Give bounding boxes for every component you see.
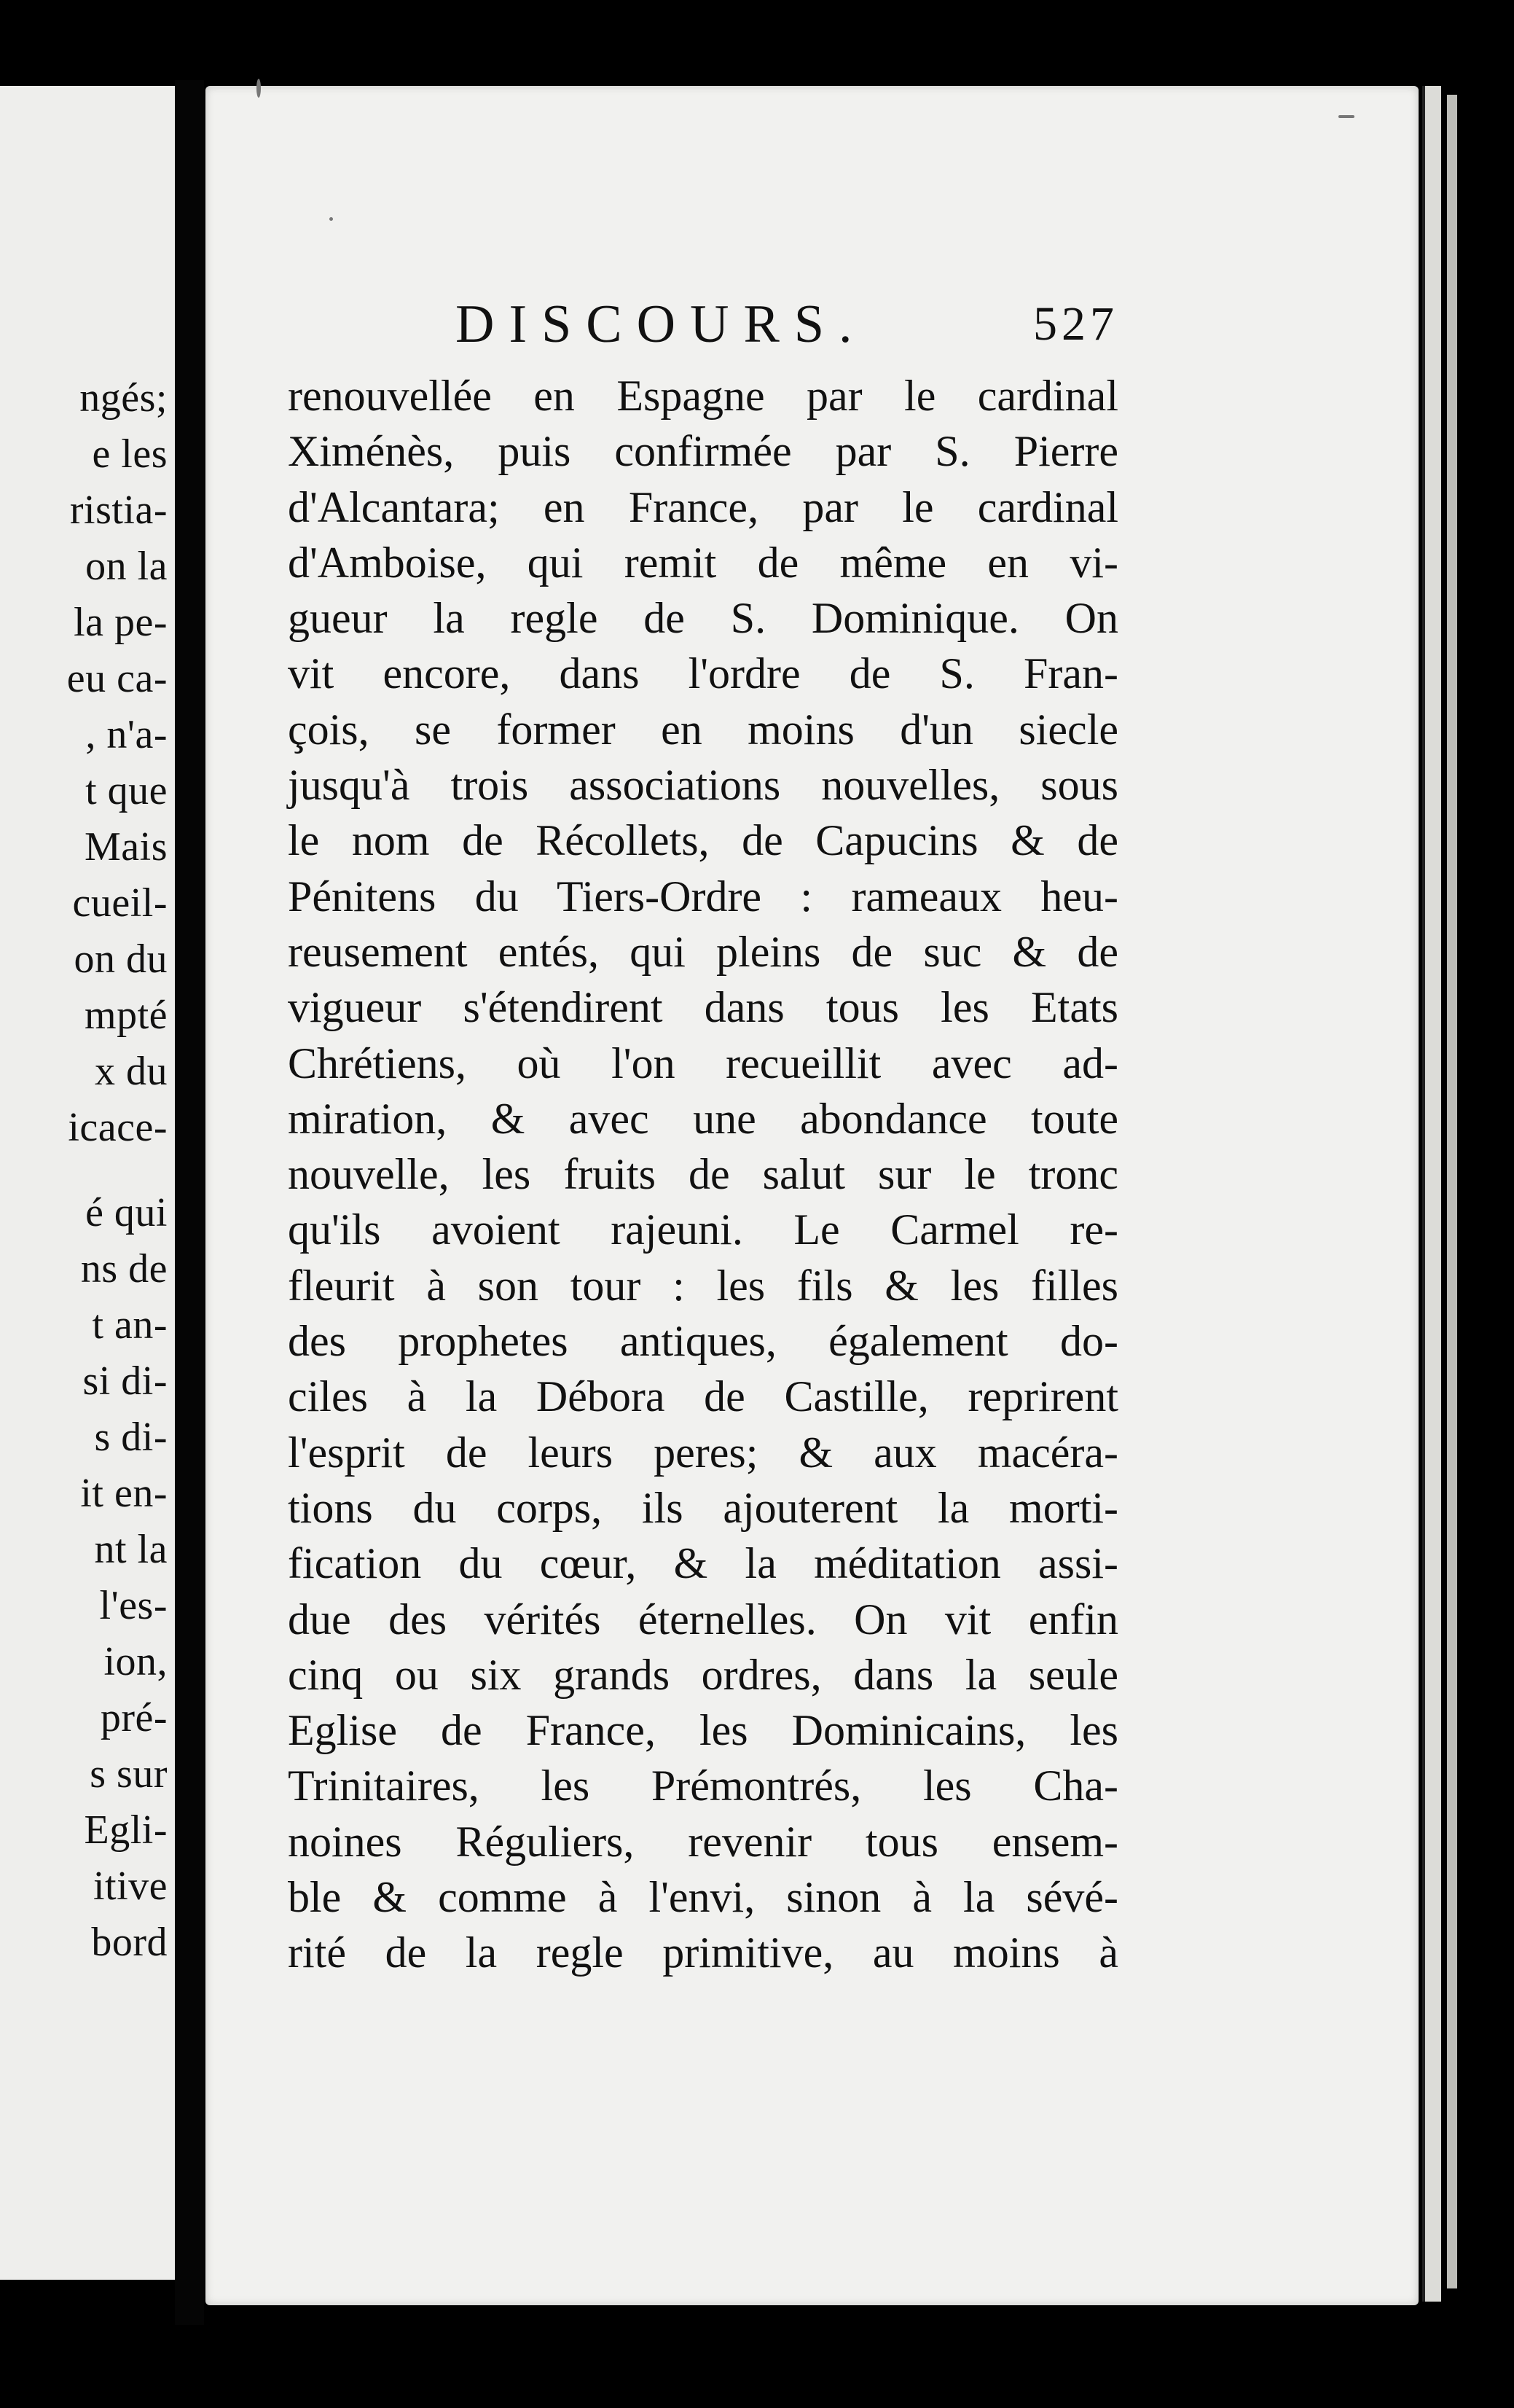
text-line: çois, se former en moins d'un siecle — [288, 705, 1118, 754]
text-line: jusqu'à trois associations nouvelles, sous — [288, 761, 1118, 810]
book-gutter — [175, 80, 204, 2325]
text-line: cinq ou six grands ordres, dans la seule — [288, 1650, 1118, 1699]
fragment-line: it en- — [80, 1471, 168, 1516]
fragment-line: e les — [92, 431, 168, 477]
text-line: noines Réguliers, revenir tous ensem- — [288, 1817, 1118, 1866]
text-line: ble & comme à l'envi, sinon à la sévé- — [288, 1873, 1118, 1922]
paper-speck — [1338, 115, 1354, 118]
page-edge — [1422, 86, 1441, 2302]
fragment-line — [0, 1156, 168, 1185]
fragment-line: eu ca- — [66, 656, 168, 701]
fragment-line: x du — [95, 1049, 168, 1094]
text-line: Pénitens du Tiers-Ordre : rameaux heu- — [288, 872, 1118, 920]
fragment-line: ristia- — [69, 488, 168, 533]
fragment-line: on du — [74, 937, 168, 982]
fragment-line: é qui — [85, 1190, 168, 1235]
fragment-line: nt la — [94, 1527, 168, 1572]
text-line: Trinitaires, les Prémontrés, les Cha- — [288, 1762, 1118, 1810]
text-line: gueur la regle de S. Dominique. On — [288, 594, 1118, 643]
fragment-line: pré- — [100, 1695, 168, 1740]
text-line: vigueur s'étendirent dans tous les Etats — [288, 983, 1118, 1032]
text-line: l'esprit de leurs peres; & aux macéra- — [288, 1428, 1118, 1477]
paper-speck — [256, 79, 261, 98]
page-edge — [1447, 95, 1457, 2288]
fragment-line: on la — [85, 544, 168, 589]
text-line: renouvellée en Espagne par le cardinal — [288, 372, 1118, 420]
page-number: 527 — [1033, 297, 1118, 351]
fragment-line: ns de — [80, 1246, 168, 1291]
fragment-line: mpté — [85, 993, 168, 1038]
text-line: vit encore, dans l'ordre de S. Fran- — [288, 649, 1118, 698]
running-title: DISCOURS. — [455, 294, 867, 354]
fragment-line: icace- — [68, 1105, 168, 1150]
fragment-line: l'es- — [99, 1583, 168, 1628]
text-line: ciles à la Débora de Castille, reprirent — [288, 1372, 1118, 1421]
text-line: due des vérités éternelles. On vit enfin — [288, 1595, 1118, 1643]
text-line: des prophetes antiques, également do- — [288, 1317, 1118, 1366]
previous-page-text — [0, 370, 168, 1971]
text-line: nouvelle, les fruits de salut sur le tronc — [288, 1150, 1118, 1199]
fragment-line: s sur — [90, 1751, 168, 1797]
fragment-line: Mais — [85, 824, 168, 869]
text-line: tions du corps, ils ajouterent la morti- — [288, 1483, 1118, 1532]
fragment-line: cueil- — [72, 880, 168, 926]
fragment-line: ngés; — [79, 375, 168, 421]
text-line: fication du cœur, & la méditation assi- — [288, 1539, 1118, 1588]
text-line: miration, & avec une abondance toute — [288, 1094, 1118, 1143]
text-line: qu'ils avoient rajeuni. Le Carmel re- — [288, 1205, 1118, 1254]
fragment-line: bord — [91, 1920, 168, 1965]
text-line: d'Alcantara; en France, par le cardinal — [288, 482, 1118, 531]
fragment-line: la pe- — [74, 600, 168, 645]
text-line: Chrétiens, où l'on recueillit avec ad- — [288, 1039, 1118, 1087]
fragment-line: itive — [93, 1864, 168, 1909]
fragment-line: t an- — [92, 1302, 168, 1348]
text-line: Ximénès, puis confirmée par S. Pierre — [288, 427, 1118, 476]
fragment-line: , n'a- — [85, 712, 168, 757]
fragment-line: si di- — [82, 1359, 168, 1404]
body-text — [288, 368, 1118, 1981]
previous-page-fragment — [0, 86, 179, 2280]
text-line: d'Amboise, qui remit de même en vi- — [288, 538, 1118, 587]
text-line: fleurit à son tour : les fils & les filles — [288, 1261, 1118, 1310]
fragment-line: ion, — [103, 1639, 168, 1684]
text-line: rité de la regle primitive, au moins à — [288, 1928, 1118, 1977]
fragment-line: s di- — [94, 1415, 168, 1460]
text-line: Eglise de France, les Dominicains, les — [288, 1706, 1118, 1755]
paper-speck — [329, 217, 333, 221]
fragment-line: Egli- — [84, 1807, 168, 1853]
page-header — [288, 292, 1118, 357]
text-line: reusement entés, qui pleins de suc & de — [288, 927, 1118, 976]
fragment-line: t que — [85, 768, 168, 813]
text-line: le nom de Récollets, de Capucins & de — [288, 816, 1118, 865]
